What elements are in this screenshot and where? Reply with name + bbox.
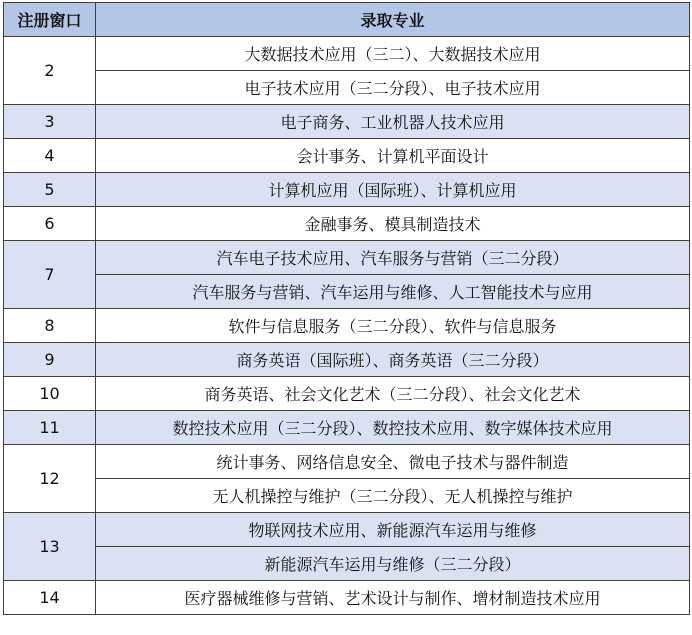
window-number-cell: 4 xyxy=(4,139,96,173)
table-body xyxy=(4,37,690,615)
table-row xyxy=(4,547,690,581)
window-number-cell: 5 xyxy=(4,173,96,207)
window-number-cell: 10 xyxy=(4,377,96,411)
major-cell: 计算机应用（国际班）、计算机应用 xyxy=(96,173,690,207)
major-cell: 无人机操控与维护（三二分段）、无人机操控与维护 xyxy=(96,479,690,513)
table-row xyxy=(4,207,690,241)
major-cell: 新能源汽车运用与维修（三二分段） xyxy=(96,547,690,581)
window-number-cell: 14 xyxy=(4,581,96,615)
table-header-row xyxy=(4,3,690,37)
header-majors: 录取专业 xyxy=(96,3,690,37)
major-cell: 统计事务、网络信息安全、微电子技术与器件制造 xyxy=(96,445,690,479)
admission-table-container xyxy=(3,2,690,615)
major-cell: 数控技术应用（三二分段）、数控技术应用、数字媒体技术应用 xyxy=(96,411,690,445)
window-number-cell: 3 xyxy=(4,105,96,139)
table-row xyxy=(4,309,690,343)
table-row xyxy=(4,513,690,547)
window-number-cell: 2 xyxy=(4,37,96,105)
header-window: 注册窗口 xyxy=(4,3,96,37)
table-row xyxy=(4,105,690,139)
table-row xyxy=(4,581,690,615)
table-row xyxy=(4,241,690,275)
major-cell: 大数据技术应用（三二）、大数据技术应用 xyxy=(96,37,690,71)
window-number-cell: 11 xyxy=(4,411,96,445)
table-row xyxy=(4,445,690,479)
window-number-cell: 7 xyxy=(4,241,96,309)
major-cell: 医疗器械维修与营销、艺术设计与制作、增材制造技术应用 xyxy=(96,581,690,615)
window-number-cell: 12 xyxy=(4,445,96,513)
table-row xyxy=(4,173,690,207)
table-row xyxy=(4,479,690,513)
major-cell: 金融事务、模具制造技术 xyxy=(96,207,690,241)
window-number-cell: 9 xyxy=(4,343,96,377)
major-cell: 商务英语（国际班）、商务英语（三二分段） xyxy=(96,343,690,377)
table-row xyxy=(4,139,690,173)
major-cell: 汽车服务与营销、汽车运用与维修、人工智能技术与应用 xyxy=(96,275,690,309)
table-row xyxy=(4,411,690,445)
admission-table xyxy=(3,2,690,615)
major-cell: 会计事务、计算机平面设计 xyxy=(96,139,690,173)
major-cell: 商务英语、社会文化艺术（三二分段）、社会文化艺术 xyxy=(96,377,690,411)
major-cell: 物联网技术应用、新能源汽车运用与维修 xyxy=(96,513,690,547)
table-row xyxy=(4,71,690,105)
window-number-cell: 13 xyxy=(4,513,96,581)
major-cell: 电子技术应用（三二分段）、电子技术应用 xyxy=(96,71,690,105)
table-row xyxy=(4,37,690,71)
window-number-cell: 8 xyxy=(4,309,96,343)
major-cell: 汽车电子技术应用、汽车服务与营销（三二分段） xyxy=(96,241,690,275)
major-cell: 电子商务、工业机器人技术应用 xyxy=(96,105,690,139)
major-cell: 软件与信息服务（三二分段）、软件与信息服务 xyxy=(96,309,690,343)
table-row xyxy=(4,275,690,309)
table-row xyxy=(4,377,690,411)
table-row xyxy=(4,343,690,377)
window-number-cell: 6 xyxy=(4,207,96,241)
